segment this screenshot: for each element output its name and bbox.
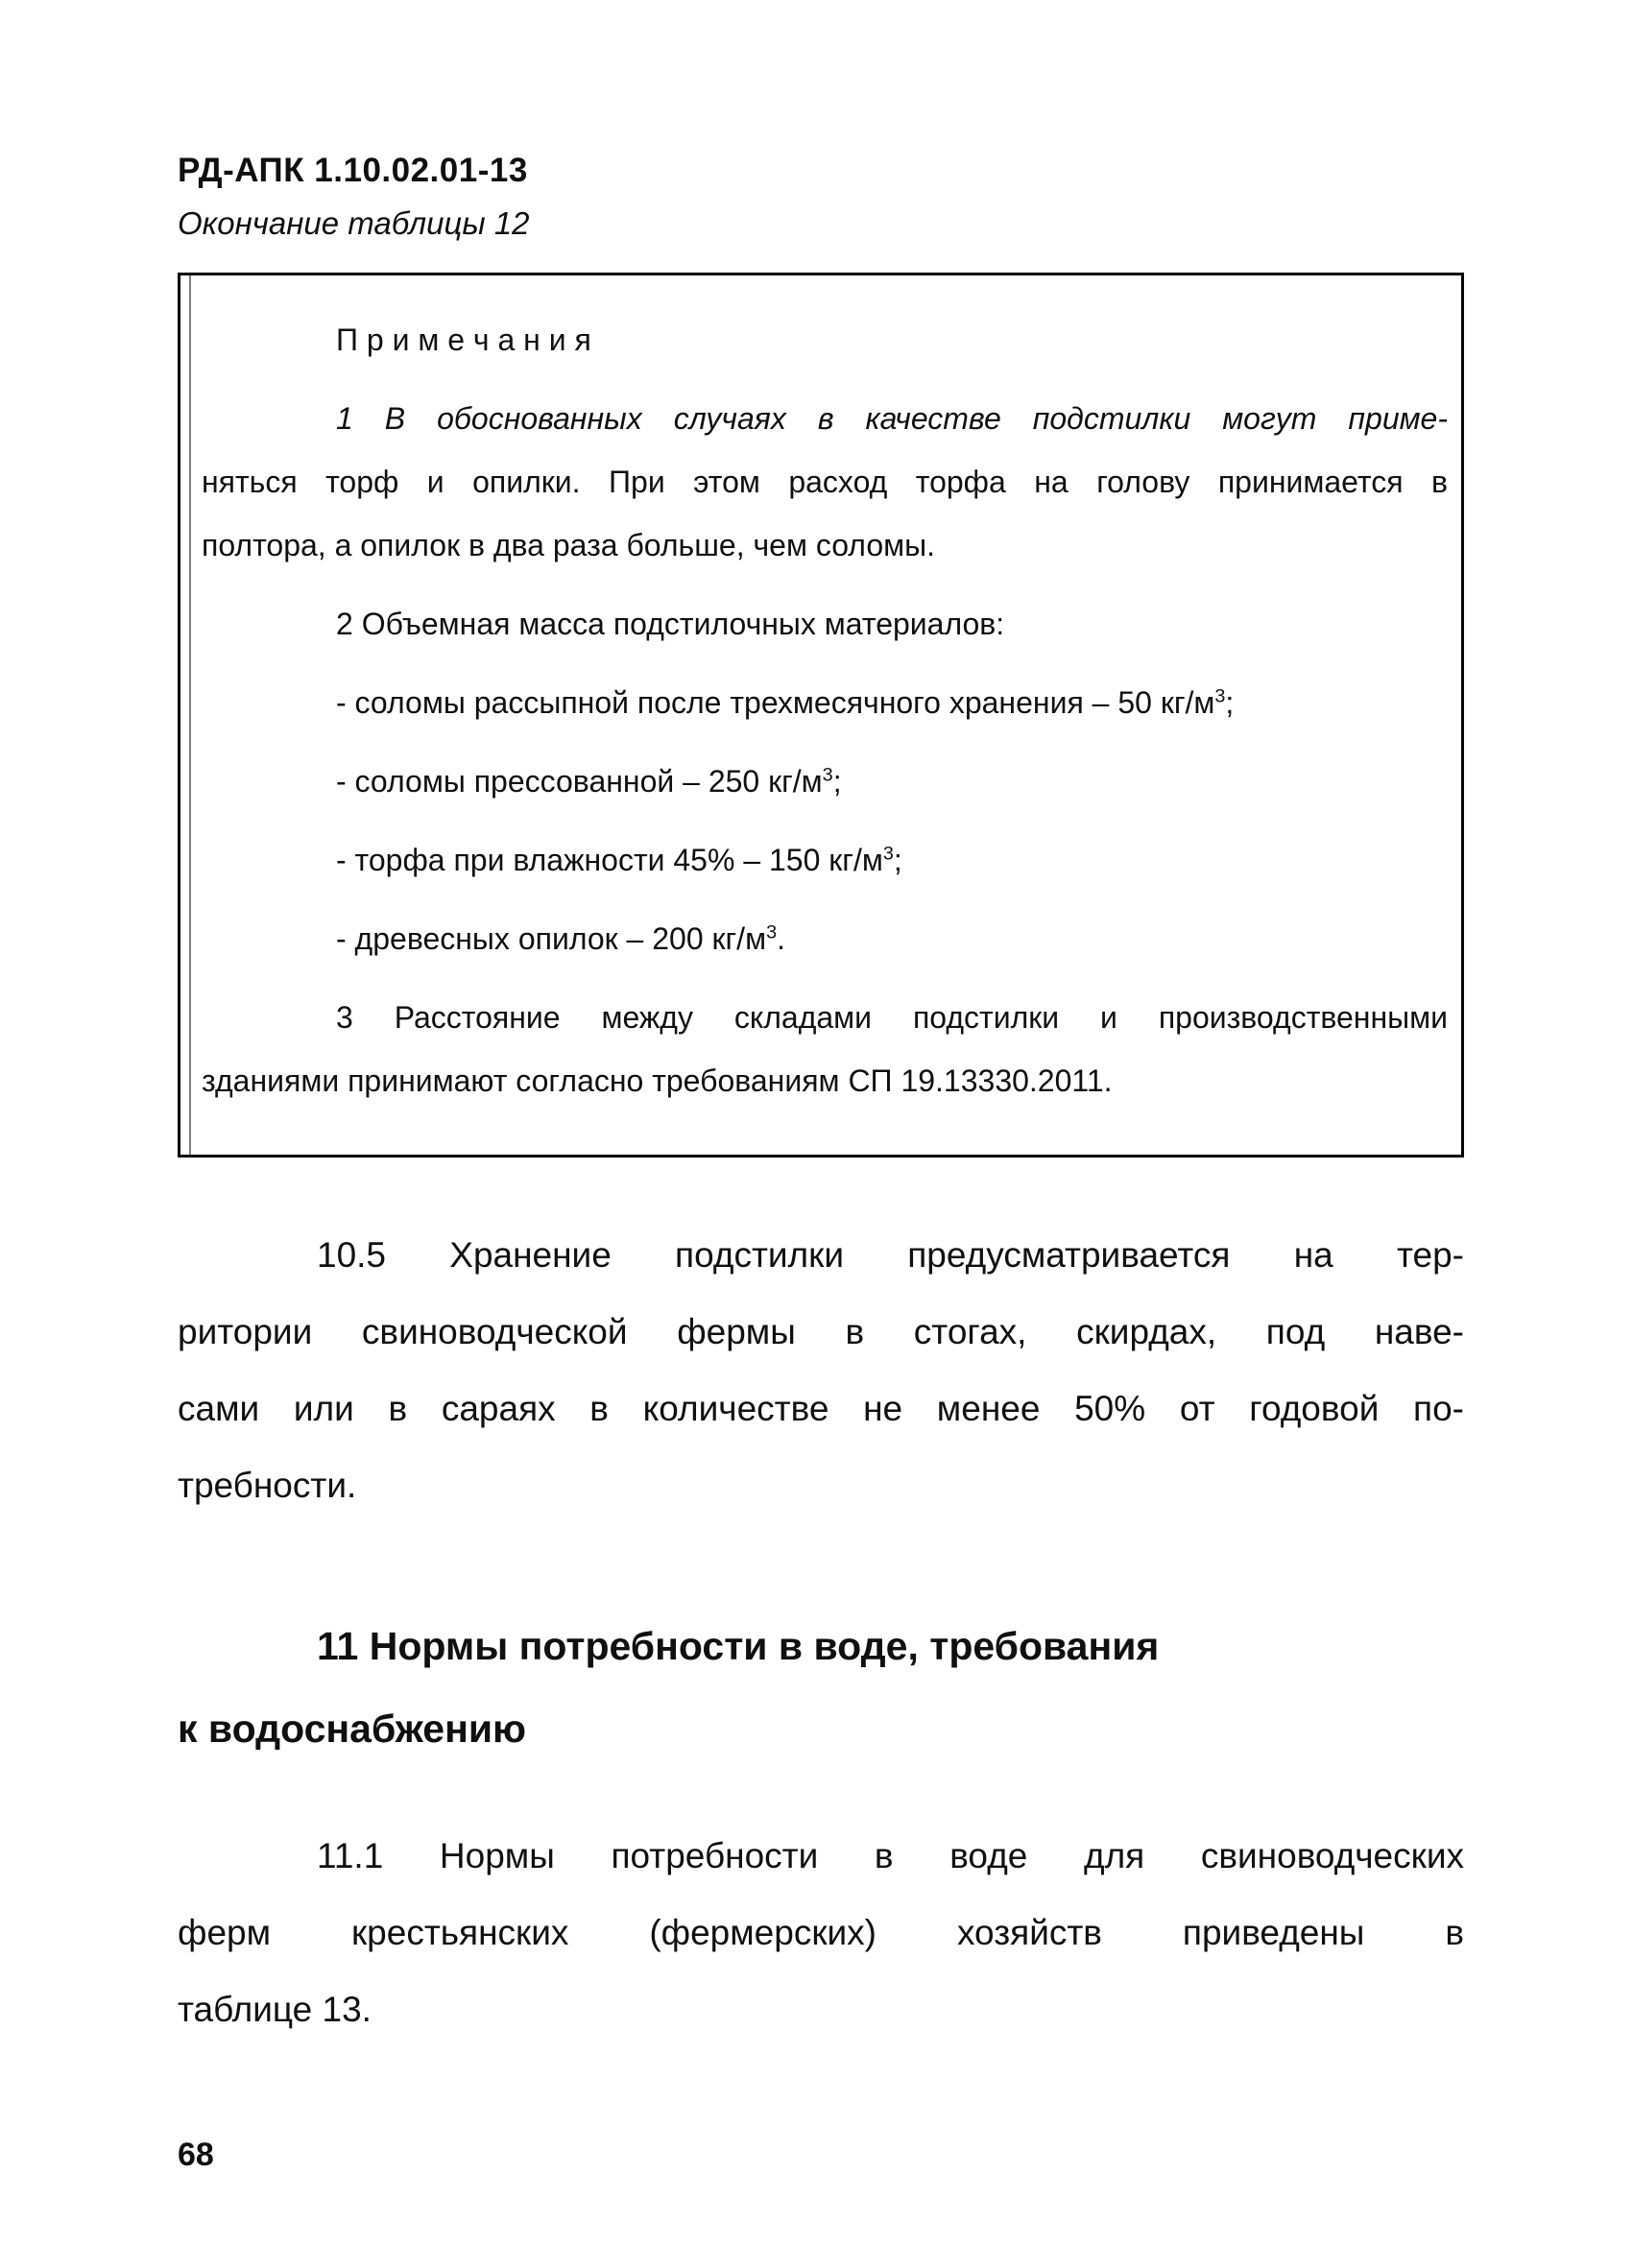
note2-intro: 2 Объемная масса подстилочных материалов: [336, 607, 1005, 641]
section-11-heading-line2: к водоснабжению [178, 1707, 527, 1751]
paragraph-10-5 [178, 1217, 1464, 1524]
note3-line2: зданиями принимают согласно требованиям СП 19.13330.2011. [202, 1063, 1113, 1098]
paragraph-10-5-line2: ритории свиноводческой фермы в стогах, скирдах, под наве- [178, 1312, 1464, 1351]
note1-line2: няться торф и опилки. При этом расход торфа на голову принимается в [202, 465, 1448, 499]
note2-item-peat [202, 828, 1448, 892]
notes-heading: П р и м е ч а н и я [336, 322, 591, 357]
paragraph-11-1-line1: 11.1 Нормы потребности в воде для свиноводческих [317, 1836, 1464, 1875]
note2-item-peat-sup: 3 [882, 843, 894, 865]
note2-item-peat-text: - торфа при влажности 45% – 150 кг/м [336, 843, 883, 877]
section-11-heading [178, 1605, 1464, 1770]
note2-item-straw-pressed-text: - соломы прессованной – 250 кг/м [336, 764, 823, 799]
note3-line1: 3 Расстояние между складами подстилки и производственными [336, 1000, 1448, 1035]
note2-item-straw-pressed-tail: ; [832, 764, 842, 799]
paragraph-11-1 [178, 1818, 1464, 2048]
table-continuation-label: Окончание таблицы 12 [178, 205, 530, 241]
paragraph-11-1-line2: ферм крестьянских (фермерских) хозяйств приведены в [178, 1913, 1464, 1952]
note2-item-sawdust [202, 907, 1448, 970]
section-11-heading-line1: 11 Нормы потребности в воде, требования [317, 1624, 1160, 1668]
note1-line1: 1 В обоснованных случаях в качестве подстилки могут приме- [336, 401, 1448, 436]
note2-item-straw-loose-sup: 3 [1214, 685, 1226, 707]
note2-item-straw-loose-tail: ; [1225, 685, 1235, 720]
note2-item-straw-pressed [202, 750, 1448, 813]
paragraph-10-5-line4: требности. [178, 1466, 357, 1505]
paragraph-10-5-line1: 10.5 Хранение подстилки предусматривается на тер- [317, 1235, 1464, 1275]
note1-line3: полтора, а опилок в два раза больше, чем соломы. [202, 528, 935, 562]
note2-item-straw-loose-text: - соломы рассыпной после трехмесячного хранения – 50 кг/м [336, 685, 1215, 720]
note2-item-sawdust-text: - древесных опилок – 200 кг/м [336, 921, 767, 956]
note2-item-straw-loose [202, 671, 1448, 734]
page-number: 68 [178, 2137, 214, 2173]
paragraph-11-1-line3: таблице 13. [178, 1990, 372, 2029]
note2-item-straw-pressed-sup: 3 [822, 764, 833, 786]
note2-item-sawdust-tail: . [777, 921, 785, 956]
note2-item-sawdust-sup: 3 [766, 921, 778, 943]
note2-item-peat-tail: ; [893, 843, 902, 877]
document-number: РД-АПК 1.10.02.01-13 [178, 152, 528, 189]
paragraph-10-5-line3: сами или в сараях в количестве не менее 50% от годовой по- [178, 1389, 1464, 1428]
notes-box [178, 273, 1464, 1158]
